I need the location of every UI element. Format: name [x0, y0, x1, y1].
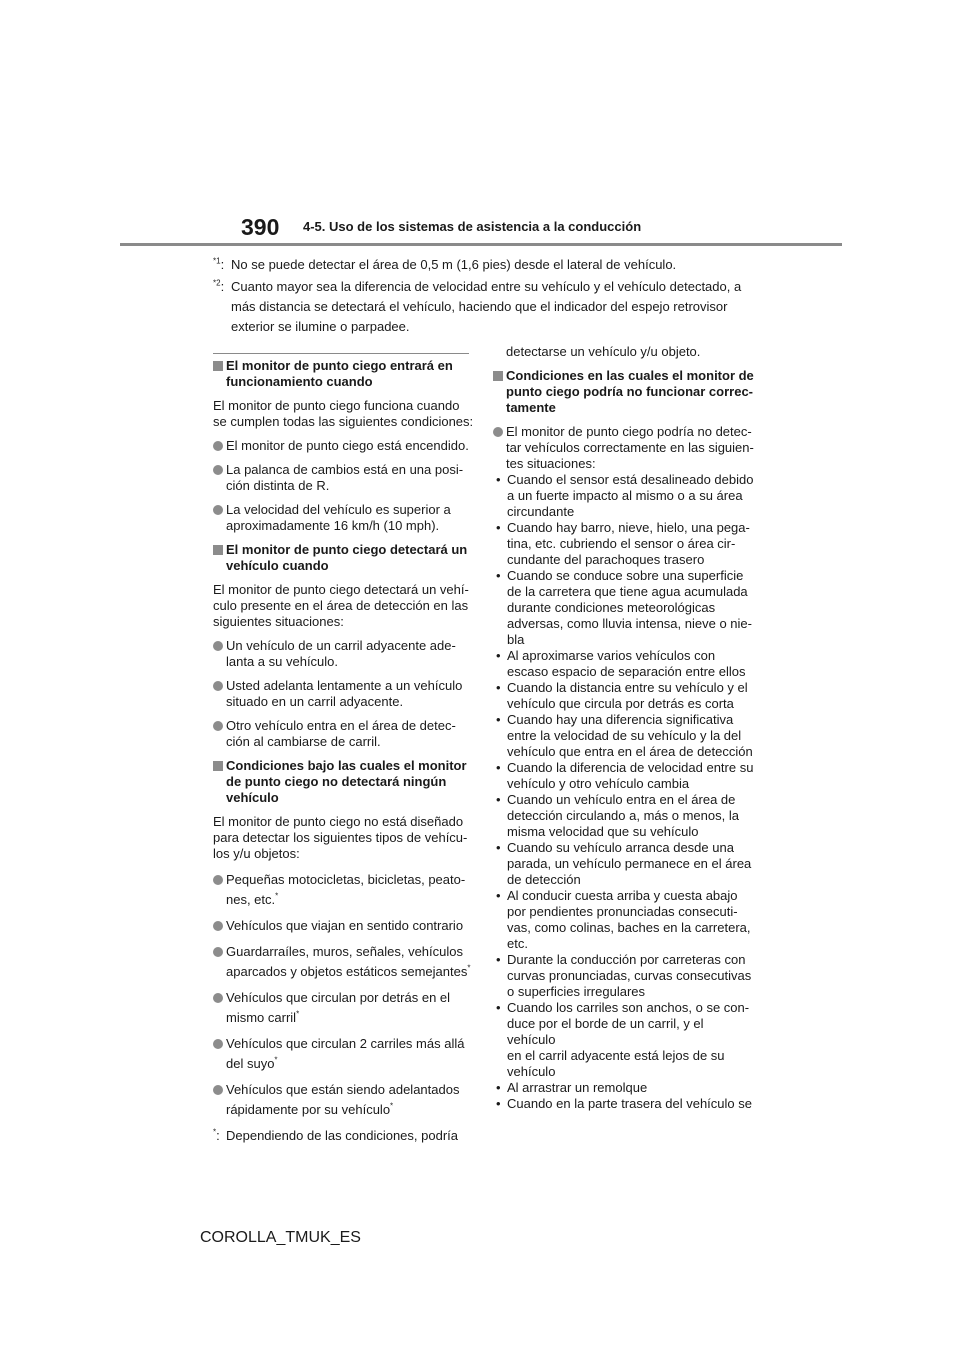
header-divider: [120, 243, 842, 246]
bullet-item: [493, 472, 755, 520]
list-item: [213, 988, 475, 1028]
footnote-text: No se puede detectar el área de 0,5 m (1,6 pies) desde el lateral de vehículo.: [231, 257, 677, 272]
list-item: [213, 1080, 475, 1120]
bullet-item: [493, 1000, 755, 1080]
list-item: [213, 1034, 475, 1074]
footnote-mark: *:: [213, 1127, 220, 1143]
item-text: Vehículos que circulan por detrás en el mismo carril: [226, 990, 451, 1025]
column-divider: [213, 353, 469, 354]
footnote: [213, 1126, 475, 1146]
item-text: Vehículos que están siendo adelantados rápidamente por su vehículo: [226, 1082, 460, 1117]
footnote-ref: *: [296, 1009, 300, 1019]
item-text: La palanca de cambios está en una posi- ción distinta de R.: [226, 462, 464, 493]
item-text: Al arrastrar un remolque: [507, 1080, 648, 1095]
item-text: Usted adelanta lentamente a un vehículo situado en un carril adyacente.: [226, 678, 463, 709]
item-text: Cuando la distancia entre su vehículo y el vehículo que circula por detrás es corta: [507, 680, 748, 711]
item-text: Cuando se conduce sobre una superficie de la carretera que tiene agua acumulada durante condiciones meteorológicas adversas, como lluvia intensa, nieve o nie- bla: [507, 568, 752, 647]
section-heading: [493, 368, 755, 416]
asterisk: *: [213, 1127, 217, 1137]
item-text: Durante la conducción por carreteras con curvas pronunciadas, curvas consecutivas o superficies irregulares: [507, 952, 752, 999]
bullet-item: [493, 840, 755, 888]
item-text: Pequeñas motocicletas, bicicletas, peato- nes, etc.: [226, 872, 466, 907]
item-text: Cuando hay una diferencia significativa entre la velocidad de su vehículo y la del vehículo que entra en el área de detección: [507, 712, 753, 759]
list-item: [213, 916, 475, 936]
item-text: El monitor de punto ciego entrará en funcionamiento cuando: [226, 358, 453, 389]
item-text: Cuando la diferencia de velocidad entre su vehículo y otro vehículo cambia: [507, 760, 754, 791]
paragraph: [213, 814, 475, 862]
footnote-mark: *2: [213, 278, 221, 288]
footnote-ref: *: [390, 1101, 394, 1111]
item-text: Condiciones en las cuales el monitor de punto ciego podría no funcionar correc- tamente: [506, 368, 754, 415]
item-text: La velocidad del vehículo es superior a aproximadamente 16 km/h (10 mph).: [226, 502, 451, 533]
footnote-ref: *: [467, 963, 471, 973]
item-text: Otro vehículo entra en el área de detec- ción al cambiarse de carril.: [226, 718, 456, 749]
item-text: El monitor de punto ciego detectará un vehículo cuando: [226, 542, 468, 573]
footnotes: [213, 255, 753, 339]
item-text: Dependiendo de las condiciones, podría: [226, 1128, 459, 1143]
item-text: Cuando en la parte trasera del vehículo se: [507, 1096, 752, 1111]
footnote-text: Cuanto mayor sea la diferencia de velocidad entre su vehículo y el vehículo detectado, a más distancia se detectará el vehículo, haciendo que el indicador del espejo retrovisor exterior se ilumine o parpadee.: [231, 279, 742, 334]
list-item: [213, 438, 475, 454]
bullet-item: [493, 792, 755, 840]
paragraph: [213, 398, 475, 430]
item-text: El monitor de punto ciego está encendido.: [226, 438, 469, 453]
list-item: [493, 424, 755, 472]
bullet-item: [493, 648, 755, 680]
item-text: Condiciones bajo las cuales el monitor de punto ciego no detectará ningún vehículo: [226, 758, 467, 805]
item-text: El monitor de punto ciego podría no detec- tar vehículos correctamente en las siguien- tes situaciones:: [506, 424, 754, 471]
list-item: [213, 462, 475, 494]
item-text: Al conducir cuesta arriba y cuesta abajo por pendientes pronunciadas consecuti- vas, como colinas, baches en la carretera, etc.: [507, 888, 751, 951]
left-column: [213, 358, 475, 1154]
item-text: detectarse un vehículo y/u objeto.: [506, 344, 701, 359]
paragraph: [493, 344, 755, 360]
item-text: El monitor de punto ciego no está diseñado para detectar los siguientes tipos de vehícu- los y/u objetos:: [213, 814, 468, 861]
right-column: [493, 344, 755, 1112]
item-text: Cuando hay barro, nieve, hielo, una pega- tina, etc. cubriendo el sensor o área cir- cundante del parachoques trasero: [507, 520, 750, 567]
item-text: Cuando un vehículo entra en el área de detección circulando a, más o menos, la misma velocidad que su vehículo: [507, 792, 739, 839]
section-heading: [213, 358, 475, 390]
footnote-ref: *: [275, 891, 279, 901]
item-text: Guardarraíles, muros, señales, vehículos aparcados y objetos estáticos semejantes: [226, 944, 468, 979]
bullet-item: [493, 1096, 755, 1112]
bullet-item: [493, 1080, 755, 1096]
footnote-ref: *: [274, 1055, 278, 1065]
footnote-1: $^{*1}$: No se puede detectar el área de 0,5 m (1,6 pies) desde el lateral de vehículo.: [213, 255, 753, 275]
bullet-item: [493, 952, 755, 1000]
page-number: 390: [241, 214, 280, 240]
item-text: El monitor de punto ciego detectará un vehí- culo presente en el área de detección en las siguientes situaciones:: [213, 582, 469, 629]
section-title: 4-5. Uso de los sistemas de asistencia a la conducción: [303, 219, 642, 234]
list-item: [213, 718, 475, 750]
item-text: Un vehículo de un carril adyacente ade- lanta a su vehículo.: [226, 638, 456, 669]
list-item: [213, 502, 475, 534]
item-text: El monitor de punto ciego funciona cuando se cumplen todas las siguientes condiciones:: [213, 398, 474, 429]
footnote-mark: *1: [213, 256, 221, 266]
bullet-item: [493, 568, 755, 648]
document-code: COROLLA_TMUK_ES: [200, 1229, 361, 1246]
bullet-item: [493, 520, 755, 568]
item-text: Cuando los carriles son anchos, o se con- duce por el borde de un carril, y el vehículo en el carril adyacente está lejos de su vehículo: [507, 1000, 750, 1079]
item-text: Cuando el sensor está desalineado debido a un fuerte impacto al mismo o a su área circundante: [507, 472, 754, 519]
item-text: Vehículos que viajan en sentido contrario: [226, 918, 464, 933]
list-item: [213, 870, 475, 910]
bullet-item: [493, 760, 755, 792]
section-heading: [213, 542, 475, 574]
list-item: [213, 638, 475, 670]
list-item: [213, 942, 475, 982]
item-text: Cuando su vehículo arranca desde una parada, un vehículo permanece en el área de detección: [507, 840, 752, 887]
list-item: [213, 678, 475, 710]
paragraph: [213, 582, 475, 630]
item-text: Vehículos que circulan 2 carriles más allá del suyo: [226, 1036, 465, 1071]
item-text: Al aproximarse varios vehículos con escaso espacio de separación entre ellos: [507, 648, 746, 679]
section-heading: [213, 758, 475, 806]
bullet-item: [493, 712, 755, 760]
footnote-2: $^{*2}$: Cuanto mayor sea la diferencia de velocidad entre su vehículo y el vehículo detectado, a más distancia se detectará el vehículo, haciendo que el indicador del espejo retrovisor exterior se ilumine o parpadee.: [213, 277, 753, 337]
bullet-item: [493, 888, 755, 952]
bullet-item: [493, 680, 755, 712]
